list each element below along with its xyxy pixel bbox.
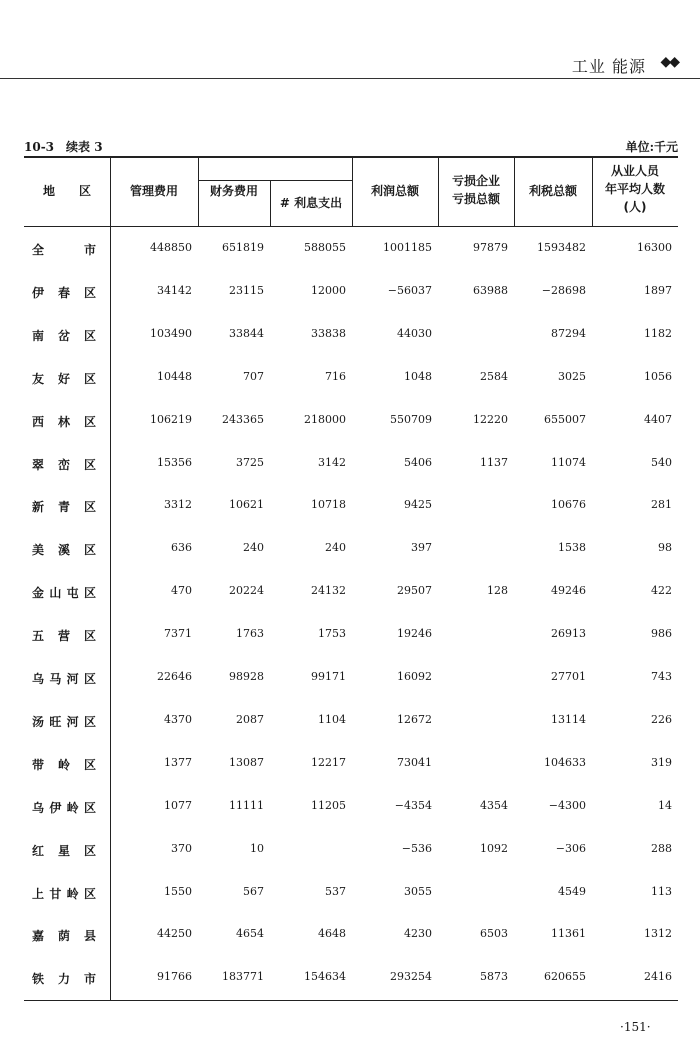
region-cell: 带岭区 xyxy=(32,757,96,772)
cell-profit: 19246 xyxy=(397,627,432,641)
cell-profit: 73041 xyxy=(397,755,432,769)
cell-interest: 4648 xyxy=(318,927,346,941)
cell-finance: 240 xyxy=(243,541,264,555)
cell-finance: 10621 xyxy=(229,498,264,512)
col-header-tax: 利税总额 xyxy=(528,184,577,198)
cell-tax: 1538 xyxy=(558,541,586,555)
cell-mgmt: 15356 xyxy=(157,455,192,469)
cell-interest: 33838 xyxy=(311,326,346,340)
cell-interest: 240 xyxy=(325,541,346,555)
cell-loss: 1137 xyxy=(480,455,508,469)
col-header-profit: 利润总额 xyxy=(370,184,419,198)
cell-interest: 588055 xyxy=(304,241,346,254)
region-cell: 全市 xyxy=(32,243,96,257)
region-cell: 新青区 xyxy=(32,500,96,515)
table-unit: 单位:千元 xyxy=(625,140,678,154)
cell-interest: 12217 xyxy=(311,755,346,769)
cell-emp: 288 xyxy=(651,841,672,855)
table-row xyxy=(24,970,678,990)
col-header-emp-line2: 年平均人数 xyxy=(604,182,665,196)
col-header-loss xyxy=(438,172,514,208)
region-cell: 嘉荫县 xyxy=(32,929,96,944)
cell-interest: 1104 xyxy=(318,712,346,726)
table-row xyxy=(24,670,678,690)
cell-emp: 14 xyxy=(658,798,672,812)
region-cell: 美溪区 xyxy=(32,543,96,558)
cell-interest: 10718 xyxy=(311,498,346,512)
cell-finance: 23115 xyxy=(229,283,264,297)
region-cell: 伊春区 xyxy=(32,285,96,300)
region-cell: 汤旺河区 xyxy=(32,714,96,729)
cell-profit: 12672 xyxy=(397,712,432,726)
cell-finance: 98928 xyxy=(229,670,264,683)
cell-finance: 707 xyxy=(243,369,264,383)
cell-interest: 716 xyxy=(325,369,346,383)
cell-profit: 16092 xyxy=(397,670,432,683)
cell-emp: 16300 xyxy=(637,241,672,254)
region-cell: 金山屯区 xyxy=(32,586,96,601)
cell-profit: 550709 xyxy=(390,412,432,426)
cell-profit: 3055 xyxy=(404,884,432,898)
table-row xyxy=(24,456,678,476)
table-row xyxy=(24,713,678,733)
cell-finance: 20224 xyxy=(229,584,264,598)
cell-tax: 655007 xyxy=(544,412,586,426)
cell-loss: 6503 xyxy=(480,927,508,941)
cell-finance: 33844 xyxy=(229,326,264,340)
cell-profit: 1048 xyxy=(404,369,432,383)
col-divider xyxy=(110,156,111,1001)
cell-profit: 4230 xyxy=(404,927,432,941)
cell-emp: 1897 xyxy=(644,283,672,297)
region-cell: 乌马河区 xyxy=(32,672,96,686)
cell-emp: 113 xyxy=(651,884,672,898)
cell-profit: 397 xyxy=(411,541,432,555)
region-cell: 上甘岭区 xyxy=(32,886,96,901)
cell-profit: 5406 xyxy=(404,455,432,469)
region-cell: 红星区 xyxy=(32,843,96,858)
cell-mgmt: 1550 xyxy=(164,884,192,898)
cell-profit: −56037 xyxy=(387,283,432,297)
col-header-region: 地 区 xyxy=(42,184,91,198)
cell-emp: 2416 xyxy=(644,970,672,984)
header-rule xyxy=(0,78,700,79)
cell-mgmt: 470 xyxy=(171,584,192,598)
cell-mgmt: 636 xyxy=(171,541,192,555)
cell-mgmt: 103490 xyxy=(150,326,192,340)
cell-mgmt: 10448 xyxy=(157,369,192,383)
cell-profit: 1001185 xyxy=(383,241,432,254)
running-header xyxy=(0,52,700,74)
cell-interest: 99171 xyxy=(311,670,346,683)
table-row xyxy=(24,284,678,304)
table-row xyxy=(24,327,678,347)
data-table xyxy=(24,156,678,1001)
table-row xyxy=(24,370,678,390)
cell-emp: 540 xyxy=(651,455,672,469)
cell-finance: 13087 xyxy=(229,755,264,769)
cell-finance: 567 xyxy=(243,884,264,898)
col-header-interest: # 利息支出 xyxy=(279,196,343,210)
cell-profit: 29507 xyxy=(397,584,432,598)
diamond-ornament-icon: ◆◆ xyxy=(660,54,678,70)
col-header-emp-line1: 从业人员 xyxy=(610,164,659,178)
cell-emp: 1056 xyxy=(644,369,672,383)
table-row xyxy=(24,498,678,518)
cell-mgmt: 91766 xyxy=(157,970,192,984)
table-row xyxy=(24,241,678,261)
cell-interest: 154634 xyxy=(304,970,346,984)
region-cell: 南岔区 xyxy=(32,328,96,343)
cell-profit: 293254 xyxy=(390,970,432,984)
cell-tax: 11074 xyxy=(551,455,586,469)
cell-mgmt: 4370 xyxy=(164,712,192,726)
region-cell: 友好区 xyxy=(32,371,96,386)
cell-emp: 281 xyxy=(651,498,672,512)
cell-interest: 3142 xyxy=(318,455,346,469)
region-cell: 乌伊岭区 xyxy=(32,800,96,815)
cell-emp: 422 xyxy=(651,584,672,598)
table-row xyxy=(24,541,678,561)
cell-emp: 743 xyxy=(651,670,672,683)
cell-mgmt: 3312 xyxy=(164,498,192,512)
cell-tax: 620655 xyxy=(544,970,586,984)
cell-interest: 1753 xyxy=(318,627,346,641)
cell-interest: 12000 xyxy=(311,283,346,297)
cell-mgmt: 44250 xyxy=(157,927,192,941)
cell-tax: 13114 xyxy=(551,712,586,726)
cell-mgmt: 106219 xyxy=(150,412,192,426)
cell-profit: −536 xyxy=(401,841,432,855)
cell-loss: 1092 xyxy=(480,841,508,855)
cell-loss: 2584 xyxy=(480,369,508,383)
cell-finance: 11111 xyxy=(229,798,264,812)
cell-tax: 10676 xyxy=(551,498,586,512)
cell-emp: 4407 xyxy=(644,412,672,426)
cell-loss: 4354 xyxy=(480,798,508,812)
cell-emp: 226 xyxy=(651,712,672,726)
cell-interest: 218000 xyxy=(304,412,346,426)
cell-interest: 24132 xyxy=(311,584,346,598)
cell-tax: −4300 xyxy=(548,798,586,812)
header-bottom-rule xyxy=(24,226,678,227)
cell-loss: 128 xyxy=(487,584,508,598)
cell-finance: 4654 xyxy=(236,927,264,941)
region-cell: 翠峦区 xyxy=(32,457,96,472)
cell-tax: 27701 xyxy=(551,670,586,683)
cell-emp: 1182 xyxy=(644,326,672,340)
col-header-mgmt: 管理费用 xyxy=(129,184,178,198)
cell-tax: 11361 xyxy=(551,927,586,941)
cell-emp: 319 xyxy=(651,755,672,769)
cell-emp: 1312 xyxy=(644,927,672,941)
cell-mgmt: 448850 xyxy=(150,241,192,254)
table-row xyxy=(24,885,678,905)
cell-tax: 3025 xyxy=(558,369,586,383)
table-row xyxy=(24,842,678,862)
cell-profit: −4354 xyxy=(394,798,432,812)
cell-mgmt: 1077 xyxy=(164,798,192,812)
cell-mgmt: 370 xyxy=(171,841,192,855)
cell-finance: 1763 xyxy=(236,627,264,641)
cell-profit: 9425 xyxy=(404,498,432,512)
col-header-loss-line2: 亏损总额 xyxy=(451,192,500,206)
cell-tax: 1593482 xyxy=(537,241,586,254)
cell-finance: 651819 xyxy=(222,241,264,254)
cell-mgmt: 7371 xyxy=(164,627,192,641)
cell-profit: 44030 xyxy=(397,326,432,340)
region-cell: 铁力市 xyxy=(32,972,96,987)
table-row xyxy=(24,756,678,776)
table-top-rule xyxy=(24,156,678,158)
table-row xyxy=(24,799,678,819)
table-bottom-rule xyxy=(24,1000,678,1001)
cell-loss: 5873 xyxy=(480,970,508,984)
col-header-emp-line3: (人) xyxy=(623,200,647,214)
table-caption: 10-3 续表 3 xyxy=(24,140,103,154)
table-row xyxy=(24,413,678,433)
col-header-employees xyxy=(592,162,678,216)
cell-loss: 97879 xyxy=(473,241,508,254)
cell-mgmt: 22646 xyxy=(157,670,192,683)
table-row xyxy=(24,584,678,604)
cell-tax: 49246 xyxy=(551,584,586,598)
cell-emp: 98 xyxy=(658,541,672,555)
cell-tax: −28698 xyxy=(541,283,586,297)
finance-group-rule xyxy=(198,180,352,181)
cell-finance: 10 xyxy=(250,841,264,855)
region-cell: 西林区 xyxy=(32,414,96,429)
cell-tax: 104633 xyxy=(544,755,586,769)
region-cell: 五营区 xyxy=(32,629,96,644)
table-row xyxy=(24,627,678,647)
cell-finance: 183771 xyxy=(222,970,264,984)
cell-emp: 986 xyxy=(651,627,672,641)
cell-finance: 3725 xyxy=(236,455,264,469)
cell-mgmt: 1377 xyxy=(164,755,192,769)
col-header-finance: 财务费用 xyxy=(209,184,258,198)
table-row xyxy=(24,927,678,947)
section-title: 工业 能源 xyxy=(571,57,646,76)
cell-loss: 63988 xyxy=(473,283,508,297)
page-number: ·151· xyxy=(620,1020,651,1034)
cell-tax: 4549 xyxy=(558,884,586,898)
col-header-loss-line1: 亏损企业 xyxy=(451,174,500,188)
cell-loss: 12220 xyxy=(473,412,508,426)
cell-mgmt: 34142 xyxy=(157,283,192,297)
cell-finance: 2087 xyxy=(236,712,264,726)
cell-interest: 11205 xyxy=(311,798,346,812)
cell-interest: 537 xyxy=(325,884,346,898)
cell-tax: 87294 xyxy=(551,326,586,340)
cell-tax: −306 xyxy=(555,841,586,855)
cell-finance: 243365 xyxy=(222,412,264,426)
cell-tax: 26913 xyxy=(551,627,586,641)
